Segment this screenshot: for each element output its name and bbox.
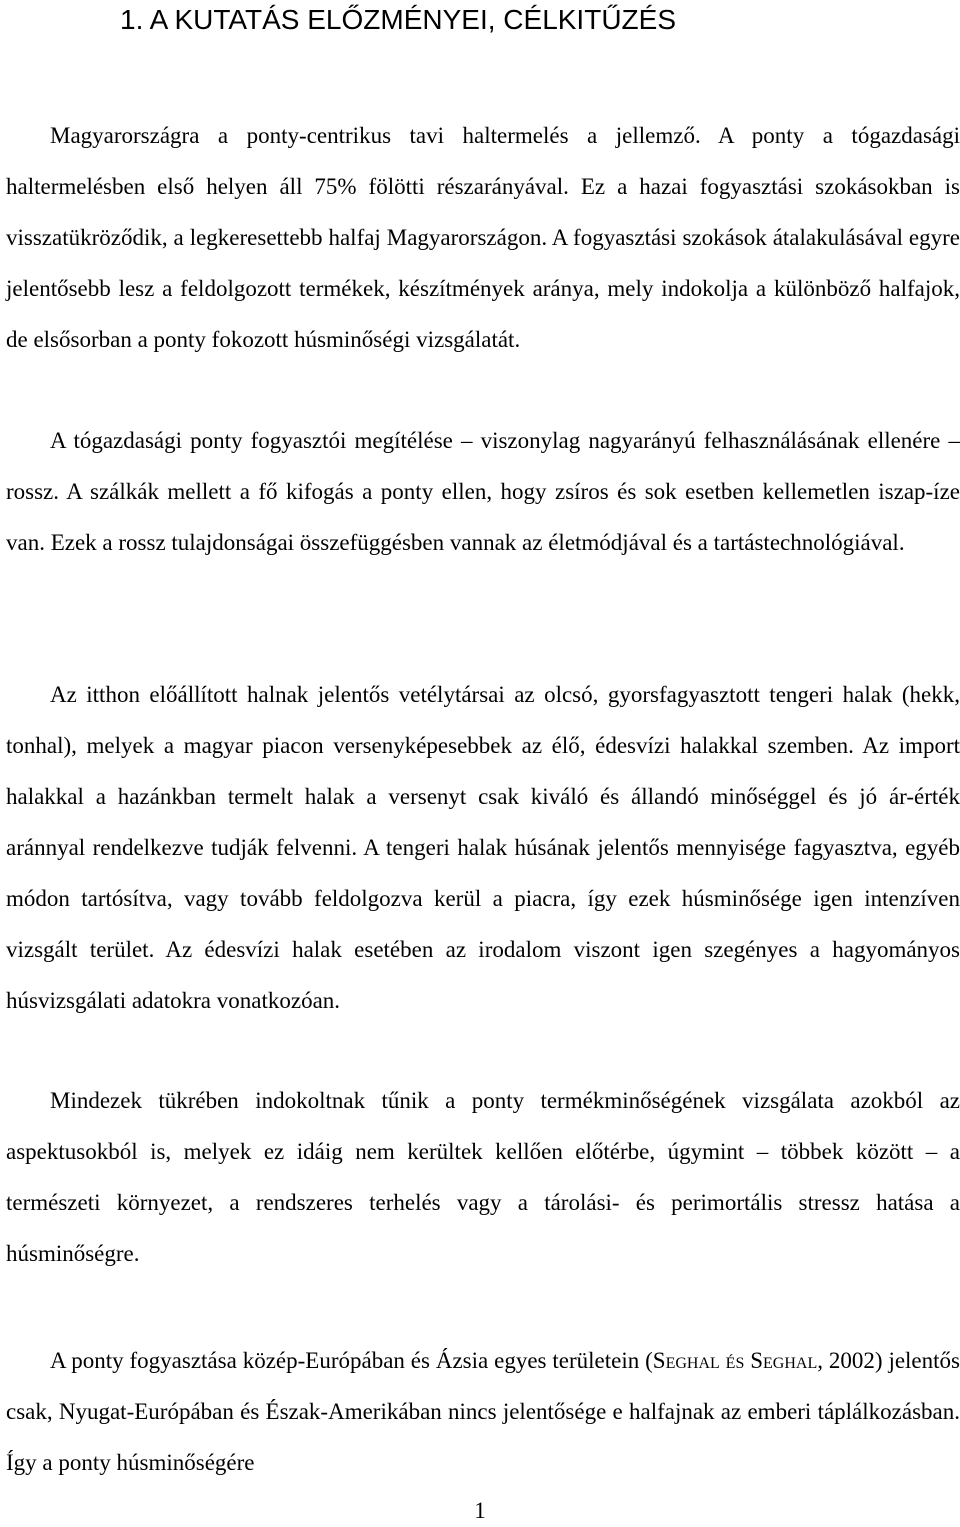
paragraph-3: Az itthon előállított halnak jelentős vetélytársai az olcsó, gyorsfagyasztott tengeri halak (hekk, tonhal), melyek a magyar piacon versenyképesebbek az élő, édesvízi halakkal szemben. Az import halakkal a hazánkban termelt halak a versenyt csak kiváló és állandó minőséggel és jó ár-érték aránnyal rendelkezve tudják felvenni. A tengeri halak húsának jelentős mennyisége fagyasztva, egyéb módon tartósítva, vagy tovább feldolgozva kerül a piacra, így ezek húsminősége igen intenzíven vizsgált terület. Az édesvízi halak esetében az irodalom viszont igen szegényes a hagyományos húsvizsgálati adatokra vonatkozóan. xyxy=(6,682,960,1013)
page-number: 1 xyxy=(474,1498,486,1523)
paragraph-4: Mindezek tükrében indokoltnak tűnik a ponty termékminőségének vizsgálata azokból az aspektusokból is, melyek ez idáig nem kerültek kellően előtérbe, úgymint – többek között – a természeti környezet, a rendszeres terhelés vagy a tárolási- és perimortális stressz hatása a húsminőségre. xyxy=(6,1088,960,1266)
paragraph-5-text-end: , 2002) jelentős csak, Nyugat-Európában és Észak-Amerikában nincs jelentősége e halfajnak az emberi táplálkozásban. Így a ponty húsminőségére xyxy=(6,1348,960,1475)
chapter-heading: 1. A KUTATÁS ELŐZMÉNYEI, CÉLKITŰZÉS xyxy=(120,4,676,35)
paragraph-5 xyxy=(6,1335,960,1488)
citation-authors: Seghal és Seghal xyxy=(652,1348,818,1373)
paragraph-2: A tógazdasági ponty fogyasztói megítélése – viszonylag nagyarányú felhasználásának ellenére – rossz. A szálkák mellett a fő kifogás a ponty ellen, hogy zsíros és sok esetben kellemetlen iszap-íze van. Ezek a rossz tulajdonságai összefüggésben vannak az életmódjával és a tartástechnológiával. xyxy=(6,428,960,555)
paragraph-1: Magyarországra a ponty-centrikus tavi haltermelés a jellemző. A ponty a tógazdasági haltermelésben első helyen áll 75% fölötti részarányával. Ez a hazai fogyasztási szokásokban is visszatükröződik, a legkeresettebb halfaj Magyarországon. A fogyasztási szokások átalakulásával egyre jelentősebb lesz a feldolgozott termékek, készítmények aránya, mely indokolja a különböző halfajok, de elsősorban a ponty fokozott húsminőségi vizsgálatát. xyxy=(6,123,960,352)
paragraph-5-text-start: A ponty fogyasztása közép-Európában és Ázsia egyes területein ( xyxy=(50,1348,653,1373)
